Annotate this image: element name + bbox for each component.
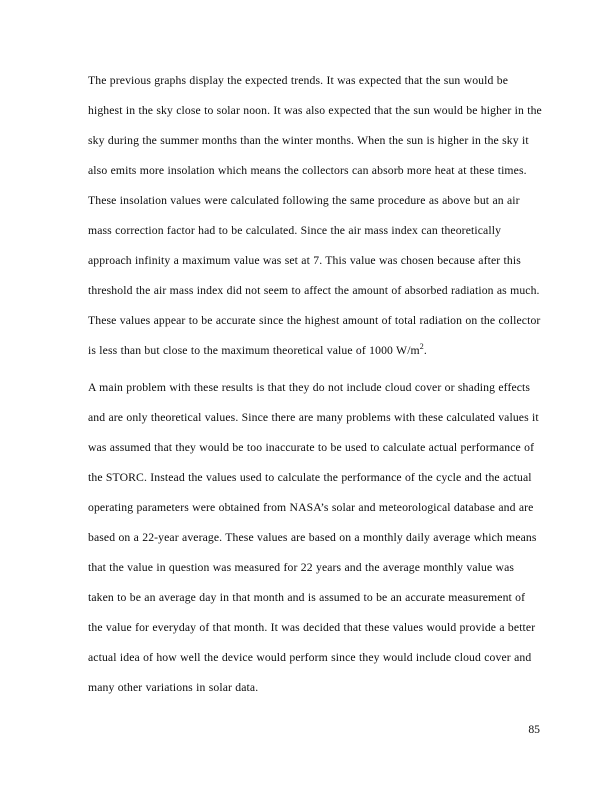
text-line: A main problem with these results is that they do not include cloud cover or shading effects (88, 381, 531, 394)
text-line: also emits more insolation which means the collectors can absorb more heat at these times. (88, 164, 527, 177)
text-line: taken to be an average day in that month and is assumed to be an accurate measurement of (88, 591, 526, 604)
text-line: was assumed that they would be too inaccurate to be used to calculate actual performance of (88, 441, 535, 454)
text-line: operating parameters were obtained from NASA’s solar and meteorological database and are (88, 501, 534, 514)
text-line: These values appear to be accurate since the highest amount of total radiation on the collector (88, 314, 541, 327)
body-text (88, 66, 542, 703)
line-text-after-superscript: . (423, 344, 427, 357)
paragraph-1 (88, 66, 542, 366)
text-line: that the value in question was measured for 22 years and the average monthly value was (88, 561, 515, 574)
text-line: threshold the air mass index did not seem to affect the amount of absorbed radiation as much. (88, 284, 540, 297)
text-line: the STORC. Instead the values used to calculate the performance of the cycle and the actual (88, 471, 532, 484)
text-line: actual idea of how well the device would perform since they would include cloud cover and (88, 651, 532, 664)
line-text-before-superscript: is less than but close to the maximum theoretical value of 1000 W/m (88, 344, 420, 357)
text-line: many other variations in solar data. (88, 681, 259, 694)
text-line: sky during the summer months than the winter months. When the sun is higher in the sky it (88, 134, 529, 147)
superscript-exponent: 2 (419, 342, 424, 352)
text-line: The previous graphs display the expected trends. It was expected that the sun would be (88, 74, 509, 87)
paragraph-2 (88, 373, 542, 703)
text-line: These insolation values were calculated following the same procedure as above but an air (88, 194, 520, 207)
text-line-with-superscript (88, 336, 542, 366)
text-line: highest in the sky close to solar noon. It was also expected that the sun would be higher in the (88, 104, 542, 117)
text-line: mass correction factor had to be calculated. Since the air mass index can theoretically (88, 224, 502, 237)
page-number: 85 (528, 723, 540, 736)
text-line: based on a 22-year average. These values are based on a monthly daily average which means (88, 531, 537, 544)
text-line: the value for everyday of that month. It was decided that these values would provide a better (88, 621, 536, 634)
text-line: and are only theoretical values. Since there are many problems with these calculated values it (88, 411, 539, 424)
text-line: approach infinity a maximum value was set at 7. This value was chosen because after this (88, 254, 521, 267)
